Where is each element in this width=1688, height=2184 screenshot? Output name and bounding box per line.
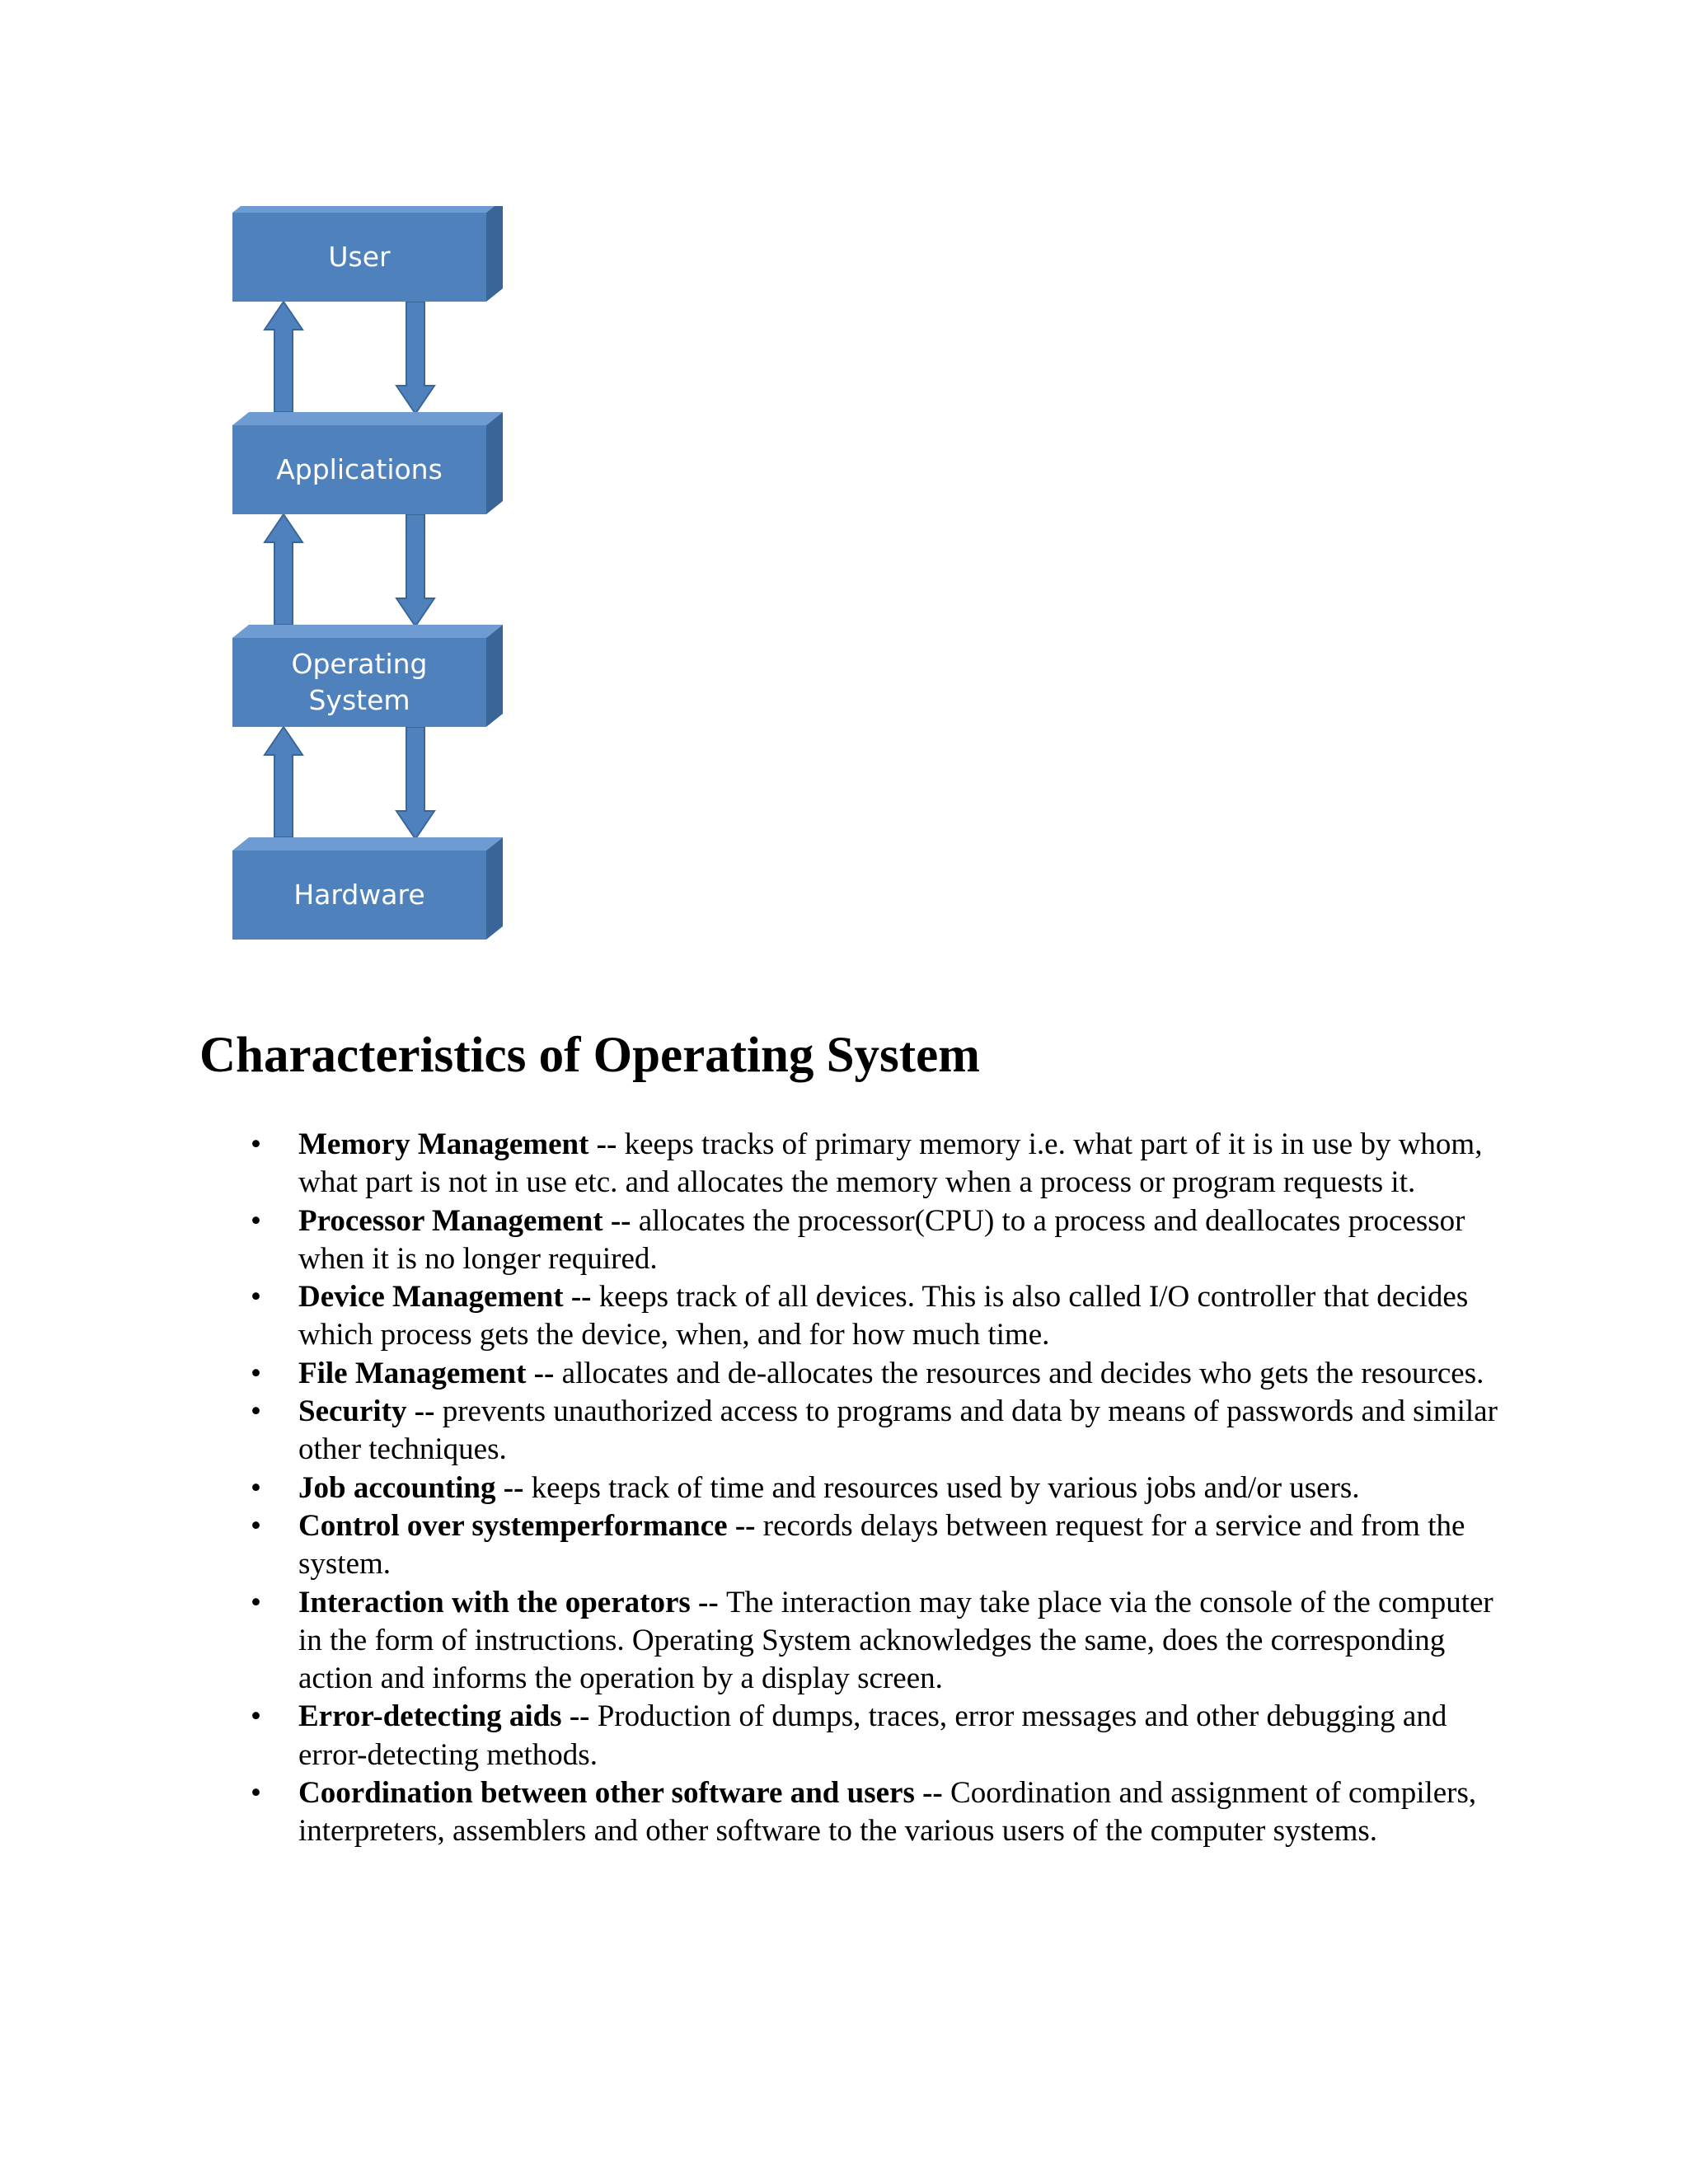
list-item bbox=[251, 1126, 1502, 1202]
arrow-up-icon bbox=[265, 727, 302, 837]
characteristic-description: prevents unauthorized access to programs and data by means of passwords and similar other techniques. bbox=[298, 1394, 1498, 1467]
list-item bbox=[251, 1278, 1502, 1355]
characteristic-description: keeps track of all devices. This is also called I/O controller that decides which process gets the device, when, and for how much time. bbox=[298, 1280, 1469, 1352]
bullet-icon: • bbox=[251, 1356, 261, 1390]
bullet-icon: • bbox=[251, 1699, 261, 1734]
layer-label: Operating bbox=[291, 648, 428, 680]
layer-label: Hardware bbox=[293, 879, 425, 911]
characteristic-term: Memory Management bbox=[298, 1127, 589, 1161]
characteristic-description: Coordination and assignment of compilers, interpreters, assemblers and other software to the various users of the computer systems. bbox=[298, 1776, 1477, 1849]
layer-box-top bbox=[232, 206, 503, 213]
term-separator: -- bbox=[526, 1356, 562, 1390]
layer-box-side bbox=[486, 206, 503, 302]
characteristic-term: File Management bbox=[298, 1356, 527, 1390]
characteristic-term: Job accounting bbox=[298, 1470, 496, 1505]
bullet-icon: • bbox=[251, 1470, 261, 1505]
layer-label: User bbox=[328, 241, 391, 273]
term-separator: -- bbox=[603, 1203, 639, 1238]
list-item bbox=[251, 1698, 1502, 1774]
characteristic-term: Security bbox=[298, 1394, 407, 1429]
layer-box-top bbox=[232, 837, 503, 851]
bullet-icon: • bbox=[251, 1394, 261, 1429]
term-separator: -- bbox=[690, 1585, 726, 1619]
list-item bbox=[251, 1393, 1502, 1469]
characteristic-term: Error-detecting aids bbox=[298, 1699, 562, 1734]
list-item bbox=[251, 1355, 1502, 1393]
characteristic-description: records delays between request for a service and from the system. bbox=[298, 1508, 1465, 1582]
characteristic-term: Coordination between other software and users bbox=[298, 1776, 915, 1811]
layer-label: Applications bbox=[276, 453, 443, 485]
term-separator: -- bbox=[588, 1127, 625, 1161]
characteristic-description: allocates and de-allocates the resources and decides who gets the resources. bbox=[561, 1356, 1484, 1390]
layer-box-side bbox=[486, 625, 503, 727]
term-separator: -- bbox=[563, 1280, 599, 1315]
bullet-icon: • bbox=[251, 1585, 261, 1619]
layer-box-top bbox=[232, 412, 503, 425]
list-item bbox=[251, 1469, 1502, 1507]
layer-box-side bbox=[486, 412, 503, 514]
term-separator: -- bbox=[495, 1470, 532, 1505]
arrow-up-icon bbox=[265, 302, 302, 412]
bullet-icon: • bbox=[251, 1508, 261, 1543]
os-layer-diagram-svg bbox=[223, 206, 536, 997]
characteristic-description: allocates the processor(CPU) to a process and deallocates processor when it is no longer required. bbox=[298, 1203, 1465, 1276]
bullet-icon: • bbox=[251, 1280, 261, 1315]
characteristic-term: Control over systemperformance bbox=[298, 1508, 728, 1543]
term-separator: -- bbox=[561, 1699, 598, 1734]
characteristic-description: keeps track of time and resources used by various jobs and/or users. bbox=[531, 1470, 1360, 1505]
characteristic-term: Device Management bbox=[298, 1280, 564, 1315]
list-item bbox=[251, 1507, 1502, 1584]
layer-box-side bbox=[486, 837, 503, 940]
term-separator: -- bbox=[406, 1394, 443, 1429]
term-separator: -- bbox=[914, 1776, 951, 1811]
characteristic-term: Interaction with the operators bbox=[298, 1585, 691, 1619]
page-title: Characteristics of Operating System bbox=[199, 1028, 980, 1083]
characteristic-description: Production of dumps, traces, error messages and other debugging and error-detecting methods. bbox=[298, 1699, 1447, 1772]
layer-box-top bbox=[232, 625, 503, 638]
characteristics-list bbox=[251, 1126, 1502, 1851]
arrow-up-icon bbox=[265, 514, 302, 625]
bullet-icon: • bbox=[251, 1203, 261, 1238]
bullet-icon: • bbox=[251, 1127, 261, 1161]
arrow-down-icon bbox=[396, 302, 434, 414]
layer-label: System bbox=[308, 684, 410, 716]
term-separator: -- bbox=[727, 1508, 763, 1543]
bullet-icon: • bbox=[251, 1776, 261, 1811]
arrow-down-icon bbox=[396, 514, 434, 626]
characteristic-term: Processor Management bbox=[298, 1203, 603, 1238]
arrow-down-icon bbox=[396, 727, 434, 839]
characteristic-description: keeps tracks of primary memory i.e. what part of it is in use by whom, what part is not in use etc. and allocates the memory when a process or program requests it. bbox=[298, 1127, 1483, 1200]
list-item bbox=[251, 1774, 1502, 1851]
os-layer-diagram bbox=[223, 206, 536, 997]
characteristic-description: The interaction may take place via the console of the computer in the form of instructions. Operating System acknowledges the same, does the corresponding action and informs the operation by a display screen. bbox=[298, 1585, 1493, 1696]
list-item bbox=[251, 1202, 1502, 1279]
list-item bbox=[251, 1584, 1502, 1699]
